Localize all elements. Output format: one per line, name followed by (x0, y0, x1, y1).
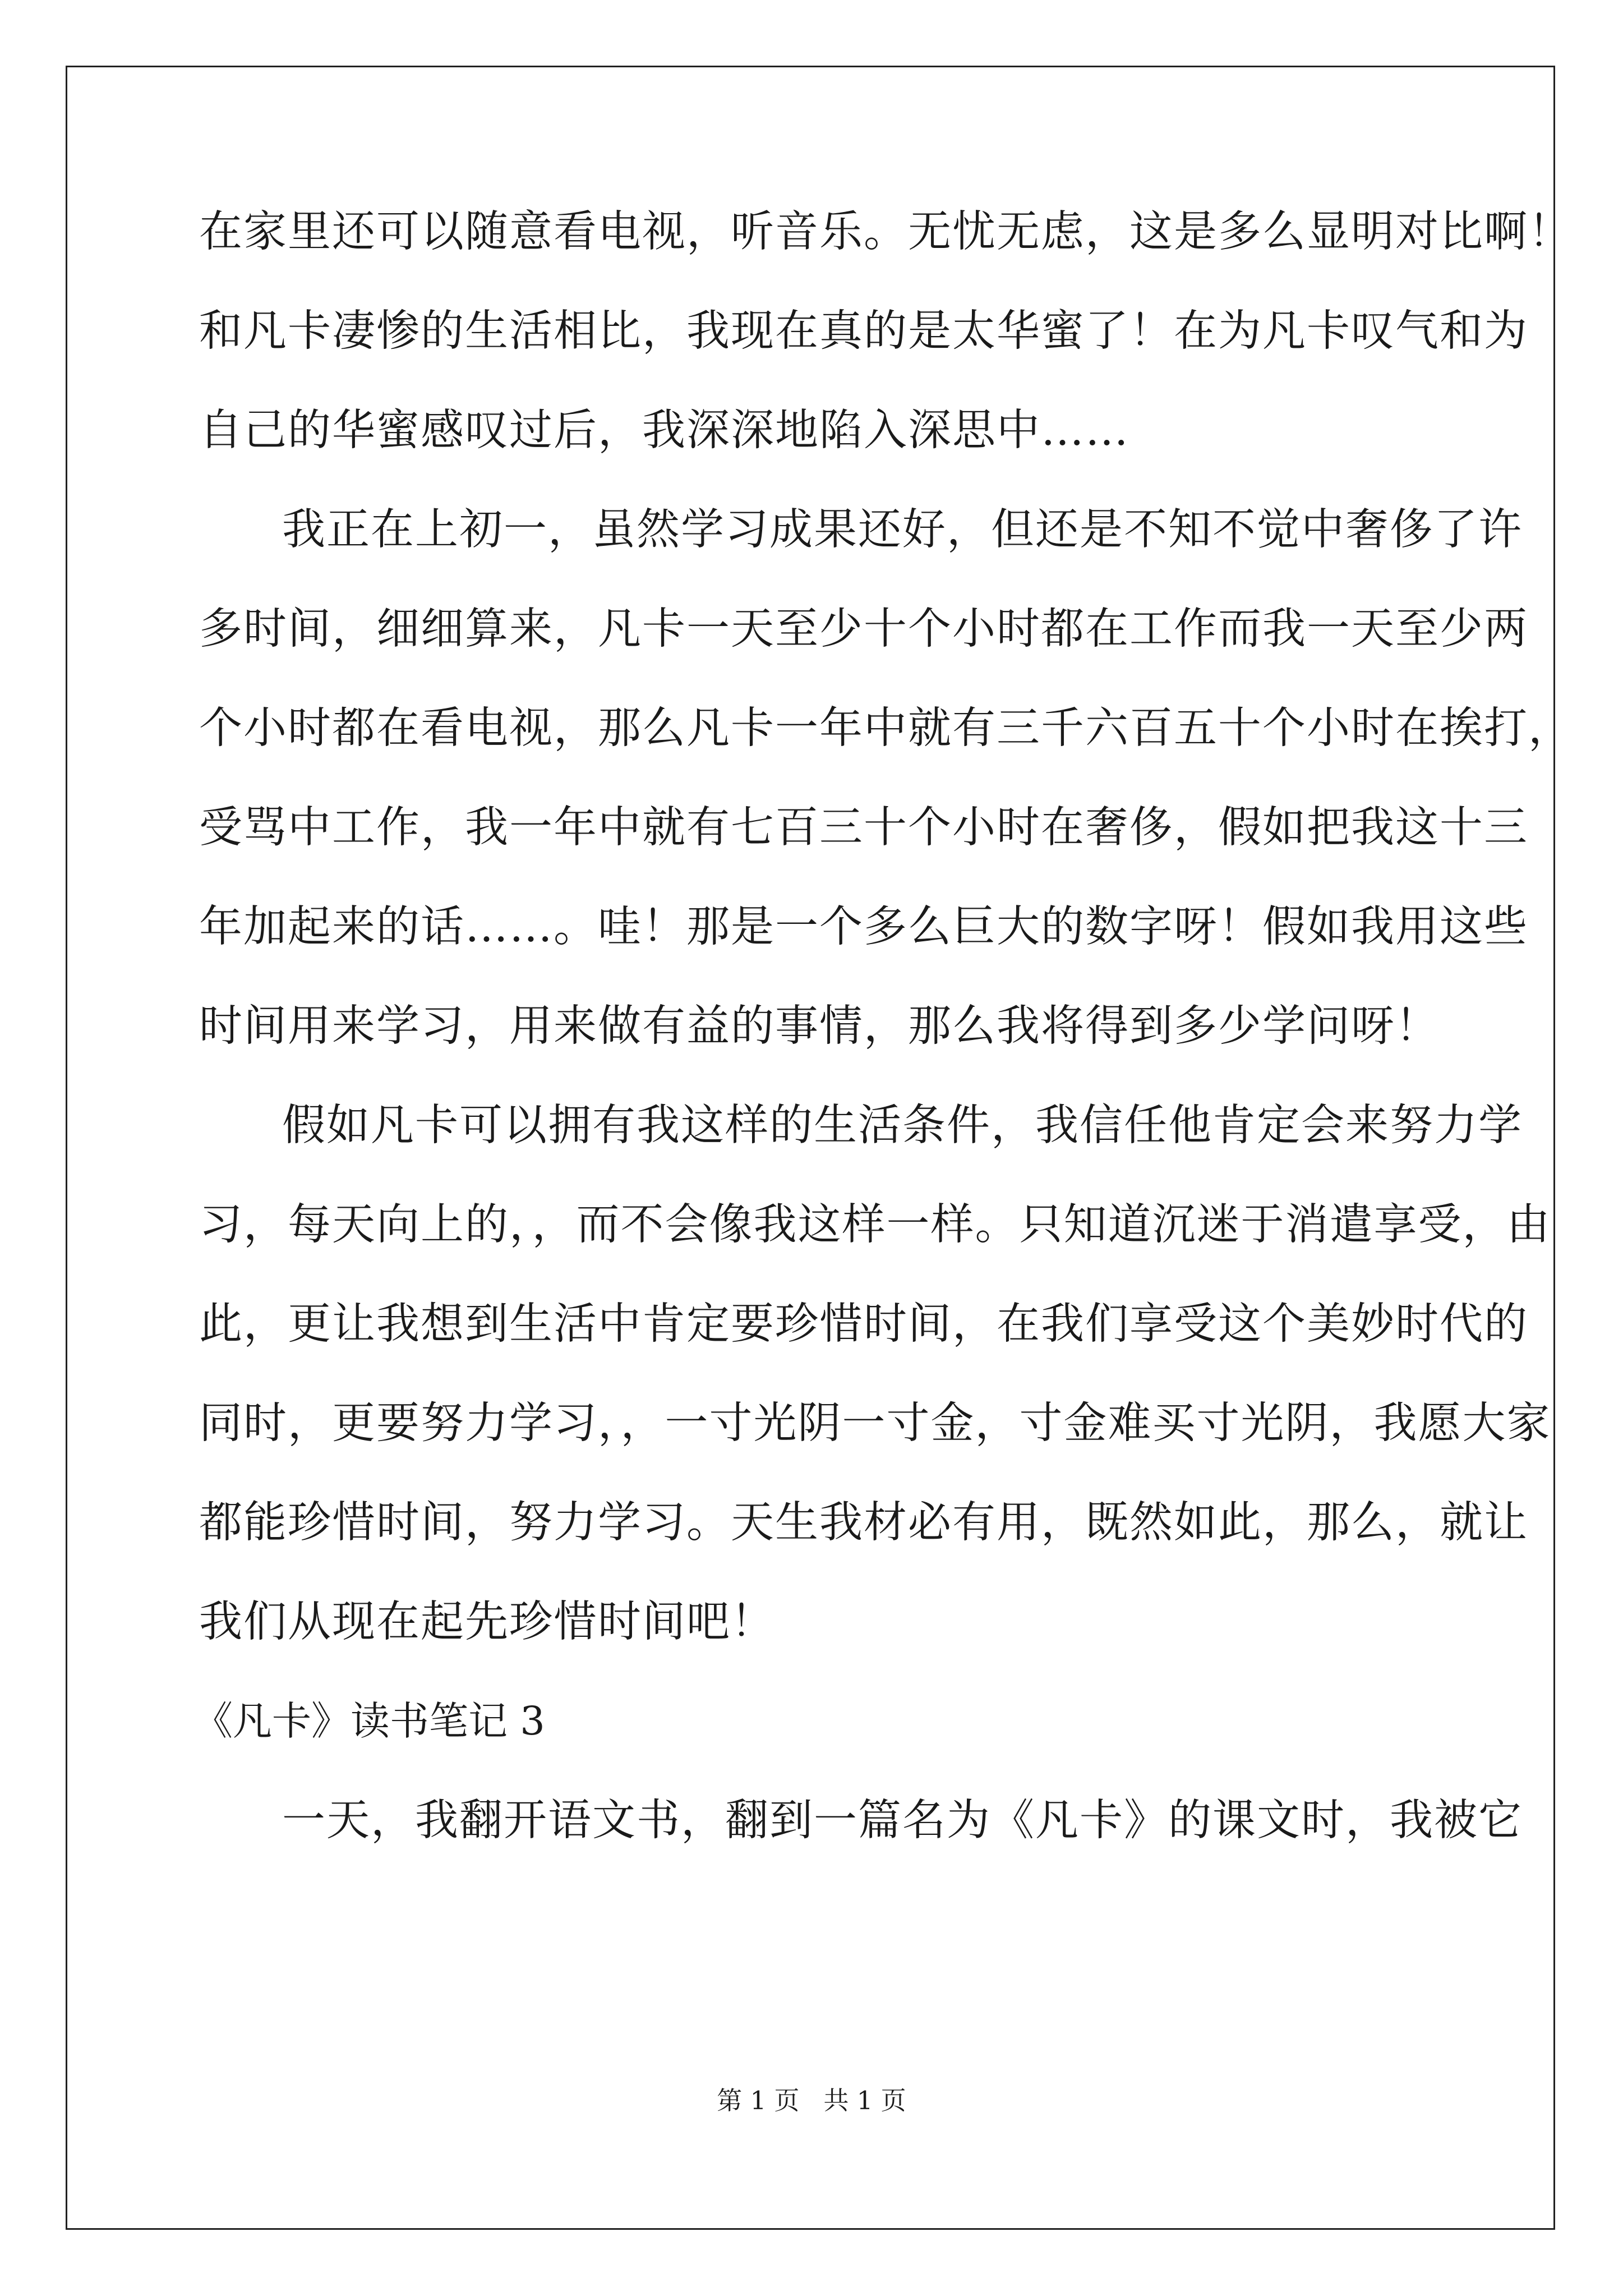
text-line: 此，更让我想到生活中肯定要珍惜时间，在我们享受这个美妙时代的 (199, 1299, 1528, 1349)
text-line: 在家里还可以随意看电视，听音乐。无忧无虑，这是多么显明对比啊！ (199, 207, 1573, 257)
text-line: 同时，更要努力学习，，一寸光阴一寸金，寸金难买寸光阴，我愿大家 (199, 1398, 1551, 1448)
text-line: 自己的华蜜感叹过后，我深深地陷入深思中…… (199, 406, 1129, 455)
text-line: 我们从现在起先珍惜时间吧！ (199, 1597, 775, 1647)
text-line: 和凡卡凄惨的生活相比，我现在真的是太华蜜了！在为凡卡叹气和为 (199, 306, 1528, 356)
text-line: 时间用来学习，用来做有益的事情，那么我将得到多少学问呀！ (199, 1001, 1440, 1051)
text-line: 都能珍惜时间，努力学习。天生我材必有用，既然如此，那么，就让 (199, 1498, 1528, 1548)
page-footer: 第 1 页 共 1 页 (717, 2086, 906, 2115)
paragraph-start-line: 一天，我翻开语文书，翻到一篇名为《凡卡》的课文时，我被它 (282, 1796, 1523, 1846)
document-body (193, 207, 1573, 1898)
text-line: 习，每天向上的，，而不会像我这样一样。只知道沉迷于消遣享受，由 (199, 1200, 1551, 1250)
text-line: 受骂中工作，我一年中就有七百三十个小时在奢侈，假如把我这十三 (199, 803, 1528, 853)
text-line: 年加起来的话……。哇！那是一个多么巨大的数字呀！假如我用这些 (199, 902, 1528, 952)
paragraph-start-line: 假如凡卡可以拥有我这样的生活条件，我信任他肯定会来努力学 (282, 1101, 1523, 1151)
text-line: 多时间，细细算来，凡卡一天至少十个小时都在工作而我一天至少两 (199, 604, 1528, 654)
text-line: 个小时都在看电视，那么凡卡一年中就有三千六百五十个小时在挨打， (199, 703, 1573, 753)
paragraph-start-line: 我正在上初一，虽然学习成果还好，但还是不知不觉中奢侈了许 (282, 505, 1523, 555)
section-heading: 《凡卡》读书笔记 3 (193, 1698, 545, 1744)
